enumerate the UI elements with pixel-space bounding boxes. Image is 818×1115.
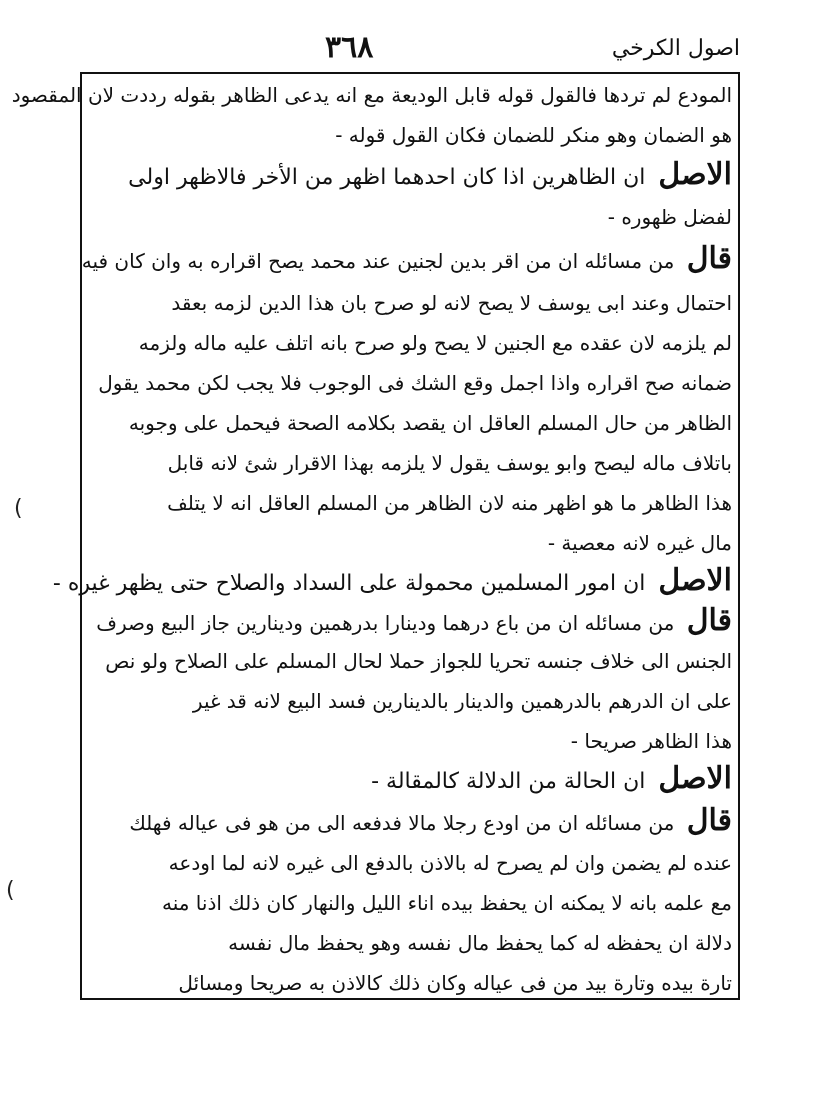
line-text: ضمانه صح اقراره واذا اجمل وقع الشك فى الوجوب فلا يجب لكن محمد يقول — [98, 371, 732, 395]
principle-keyword: الاصل — [658, 563, 732, 598]
text-line — [90, 444, 732, 482]
case-keyword: قال — [686, 241, 732, 276]
line-text: الظاهر من حال المسلم العاقل ان يقصد بكلامه الصحة فيحمل على وجوبه — [128, 411, 732, 435]
text-line — [90, 642, 732, 680]
text-line — [90, 324, 732, 362]
line-text: المودع لم تردها فالقول قوله قابل الوديعة مع انه يدعى الظاهر بقوله رددت لان المقصود — [11, 83, 732, 107]
line-text: الجنس الى خلاف جنسه تحريا للجواز حملا لحال المسلم على الصلاح ولو نص — [105, 649, 732, 673]
text-line — [90, 198, 732, 236]
principle-keyword: الاصل — [658, 157, 732, 192]
text-line — [90, 682, 732, 720]
line-text: هذا الظاهر صريحا - — [570, 729, 732, 753]
line-text: لم يلزمه لان عقده مع الجنين لا يصح ولو صرح بانه اتلف عليه ماله ولزمه — [138, 331, 732, 355]
line-text: من مسائله ان من اودع رجلا مالا فدفعه الى من هو فى عياله فهلك — [129, 811, 675, 835]
line-text: من مسائله ان من باع درهما ودينارا بدرهمين ودينارين جاز البيع وصرف — [96, 611, 675, 635]
margin-mark: ( — [14, 496, 23, 521]
line-text: هو الضمان وهو منكر للضمان فكان القول قوله - — [335, 123, 732, 147]
page-number: ٣٦٨ — [325, 30, 374, 65]
text-line-principle — [52, 562, 732, 600]
line-text: هذا الظاهر ما هو اظهر منه لان الظاهر من المسلم العاقل انه لا يتلف — [167, 491, 732, 515]
line-text: ان الظاهرين اذا كان احدهما اظهر من الأخر فالاظهر اولى — [128, 165, 646, 190]
case-keyword: قال — [686, 603, 732, 638]
line-text: مال غيره لانه معصية - — [547, 531, 732, 555]
text-line — [90, 404, 732, 442]
margin-mark: ( — [6, 878, 15, 903]
text-line — [90, 284, 732, 322]
book-title: اصول الكرخي — [611, 36, 740, 61]
text-line — [90, 884, 732, 922]
page-header — [80, 30, 740, 70]
case-keyword: قال — [686, 803, 732, 838]
text-line — [90, 844, 732, 882]
line-text: احتمال وعند ابى يوسف لا يصح لانه لو صرح بان هذا الدين لزمه بعقد — [171, 291, 732, 315]
text-line — [90, 524, 732, 562]
text-line-case — [81, 240, 732, 278]
text-line — [90, 364, 732, 402]
text-line — [11, 76, 732, 114]
line-text: تارة بيده وتارة بيد من فى عياله وكان ذلك كالاذن به صريحا ومسائل — [178, 971, 732, 995]
principle-keyword: الاصل — [658, 761, 732, 796]
text-line — [90, 722, 732, 760]
text-line — [90, 484, 732, 522]
text-line-case — [90, 802, 732, 840]
line-text: لفضل ظهوره - — [607, 205, 732, 229]
line-text: من مسائله ان من اقر بدين لجنين عند محمد يصح اقراره به وان كان فيه — [81, 249, 675, 273]
line-text: دلالة ان يحفظه له كما يحفظ مال نفسه وهو يحفظ مال نفسه — [228, 931, 732, 955]
text-line — [90, 924, 732, 962]
line-text: على ان الدرهم بالدرهمين والدينار بالدينارين فسد البيع لانه قد غير — [192, 689, 732, 713]
line-text: عنده لم يضمن وان لم يصرح له بالاذن بالدفع الى غيره لانه لما اودعه — [168, 851, 732, 875]
text-line — [90, 964, 732, 1002]
text-line-case — [90, 602, 732, 640]
line-text: ان الحالة من الدلالة كالمقالة - — [371, 769, 646, 794]
line-text: ان امور المسلمين محمولة على السداد والصلاح حتى يظهر غيره - — [52, 571, 646, 596]
text-line — [90, 116, 732, 154]
line-text: باتلاف ماله ليصح وابو يوسف يقول لا يلزمه بهذا الاقرار شئ لانه قابل — [167, 451, 732, 475]
text-line-principle — [90, 760, 732, 798]
text-line-principle — [90, 156, 732, 194]
line-text: مع علمه بانه لا يمكنه ان يحفظ بيده اناء الليل والنهار كان ذلك اذنا منه — [161, 891, 732, 915]
